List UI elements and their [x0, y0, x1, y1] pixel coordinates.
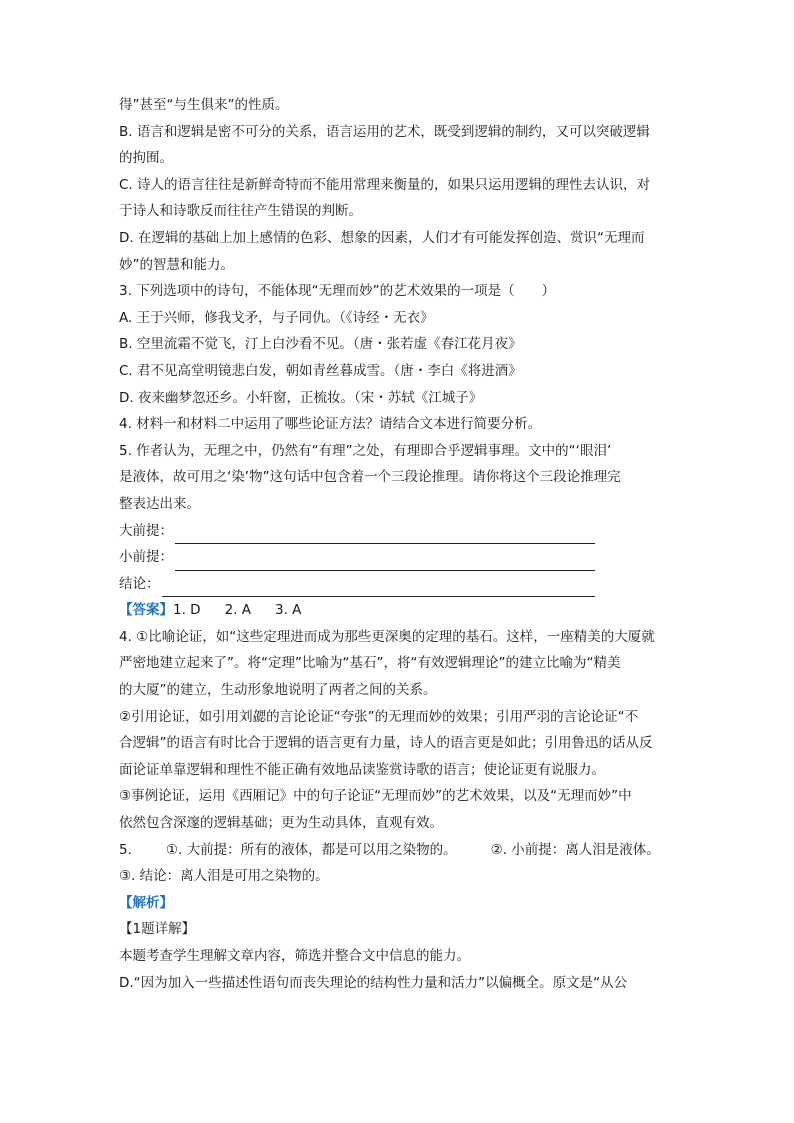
analysis-sub-label: 【1题详解】 — [119, 921, 196, 938]
text-line: 整表达出来。 — [119, 495, 200, 512]
minor-premise-row — [119, 544, 681, 571]
answer-item: 1. D — [173, 602, 201, 619]
major-premise-label: 大前提： — [119, 522, 173, 539]
answer-item: 2. A — [224, 602, 251, 619]
answer-5-major-premise: ①. 大前提：所有的液体，都是可以用之染物的。 — [165, 841, 457, 858]
answer-row — [119, 597, 681, 624]
question-3: 3. 下列选项中的诗句，不能体现“无理而妙”的艺术效果的一项是（ ） — [119, 283, 556, 300]
document-page — [119, 92, 681, 996]
answer-4-line: 依然包含深邃的逻辑基础；更为生动具体，直观有效。 — [119, 815, 443, 832]
text-line: 妙”的智慧和能力。 — [119, 256, 234, 273]
answer-label: 【答案】 — [119, 602, 173, 619]
answer-4-line: 4. ①比喻论证，如“这些定理进而成为那些更深奥的定理的基石。这样，一座精美的大厦就 — [119, 628, 655, 645]
conclusion-blank[interactable] — [162, 578, 595, 597]
major-premise-row — [119, 518, 681, 545]
text-line: 是液体，故可用之‘染’物”这句话中包含着一个三段论推理。请你将这个三段论推理完 — [119, 469, 621, 486]
answer-4-line: ③事例论证，运用《西厢记》中的句子论证“无理而妙”的艺术效果，以及“无理而妙”中 — [119, 788, 632, 805]
option-c-text: C. 诗人的语言往往是新鲜奇特而不能用常理来衡量的，如果只运用逻辑的理性去认识，对 — [119, 176, 651, 193]
answer-5-minor-premise: ②. 小前提：离人泪是液体。 — [490, 841, 660, 858]
question-4: 4. 材料一和材料二中运用了哪些论证方法？请结合文本进行简要分析。 — [119, 416, 542, 433]
major-premise-blank[interactable] — [175, 525, 595, 544]
text-line: 的拘囿。 — [119, 150, 173, 167]
conclusion-label: 结论： — [119, 575, 160, 592]
answer-4-line: 合逻辑”的语言有时比合于逻辑的语言更有力量，诗人的语言更是如此；引用鲁迅的话从反 — [119, 735, 653, 752]
question-3-option-d: D. 夜来幽梦忽还乡。小轩窗，正梳妆。（宋・苏轼《江城子》 — [119, 389, 483, 406]
answer-4-line: 面论证单靠逻辑和理性不能正确有效地品读鉴赏诗歌的语言；使论证更有说服力。 — [119, 761, 605, 778]
analysis-label: 【解析】 — [119, 894, 173, 911]
text-line: 得”甚至“与生俱来”的性质。 — [119, 97, 289, 113]
analysis-line: 本题考查学生理解文章内容，筛选并整合文中信息的能力。 — [119, 948, 470, 964]
answer-item: 3. A — [275, 602, 302, 619]
answer-5-conclusion: ③. 结论：离人泪是可用之染物的。 — [119, 868, 329, 885]
answer-4-line: 严密地建立起来了”。将“定理”比喻为“基石”，将“有效逻辑理论”的建立比喻为“精美 — [119, 655, 621, 672]
minor-premise-blank[interactable] — [175, 552, 595, 571]
option-d-text: D. 在逻辑的基础上加上感情的色彩、想象的因素，人们才有可能发挥创造、赏识“无理而 — [119, 229, 645, 246]
text-line: 于诗人和诗歌反而往往产生错误的判断。 — [119, 203, 362, 220]
answer-5-row — [119, 837, 681, 864]
option-b-text: B. 语言和逻辑是密不可分的关系，语言运用的艺术，既受到逻辑的制约，又可以突破逻辑 — [119, 123, 650, 140]
answer-4-line: 的大厦”的建立，生动形象地说明了两者之间的关系。 — [119, 682, 437, 699]
analysis-line: D.“因为加入一些描述性语句而丧失理论的结构性力量和活力”以偏概全。原文是“从公 — [119, 974, 628, 991]
question-3-option-b: B. 空里流霜不觉飞，汀上白沙看不见。（唐・张若虚《春江花月夜》 — [119, 336, 522, 353]
conclusion-row — [119, 571, 681, 598]
question-3-option-a: A. 王于兴师，修我戈矛，与子同仇。（《诗经・无衣》 — [119, 309, 434, 326]
answer-4-line: ②引用论证，如引用刘勰的言论论证“夸张”的无理而妙的效果；引用严羽的言论论证“不 — [119, 708, 639, 725]
minor-premise-label: 小前提： — [119, 549, 173, 566]
question-3-option-c: C. 君不见高堂明镜悲白发，朝如青丝暮成雪。（唐・李白《将进酒》 — [119, 362, 522, 379]
question-5: 5. 作者认为，无理之中，仍然有“有理”之处，有理即合乎逻辑事理。文中的“‘眼泪’ — [119, 442, 612, 459]
answer-5-number: 5. — [119, 841, 132, 858]
